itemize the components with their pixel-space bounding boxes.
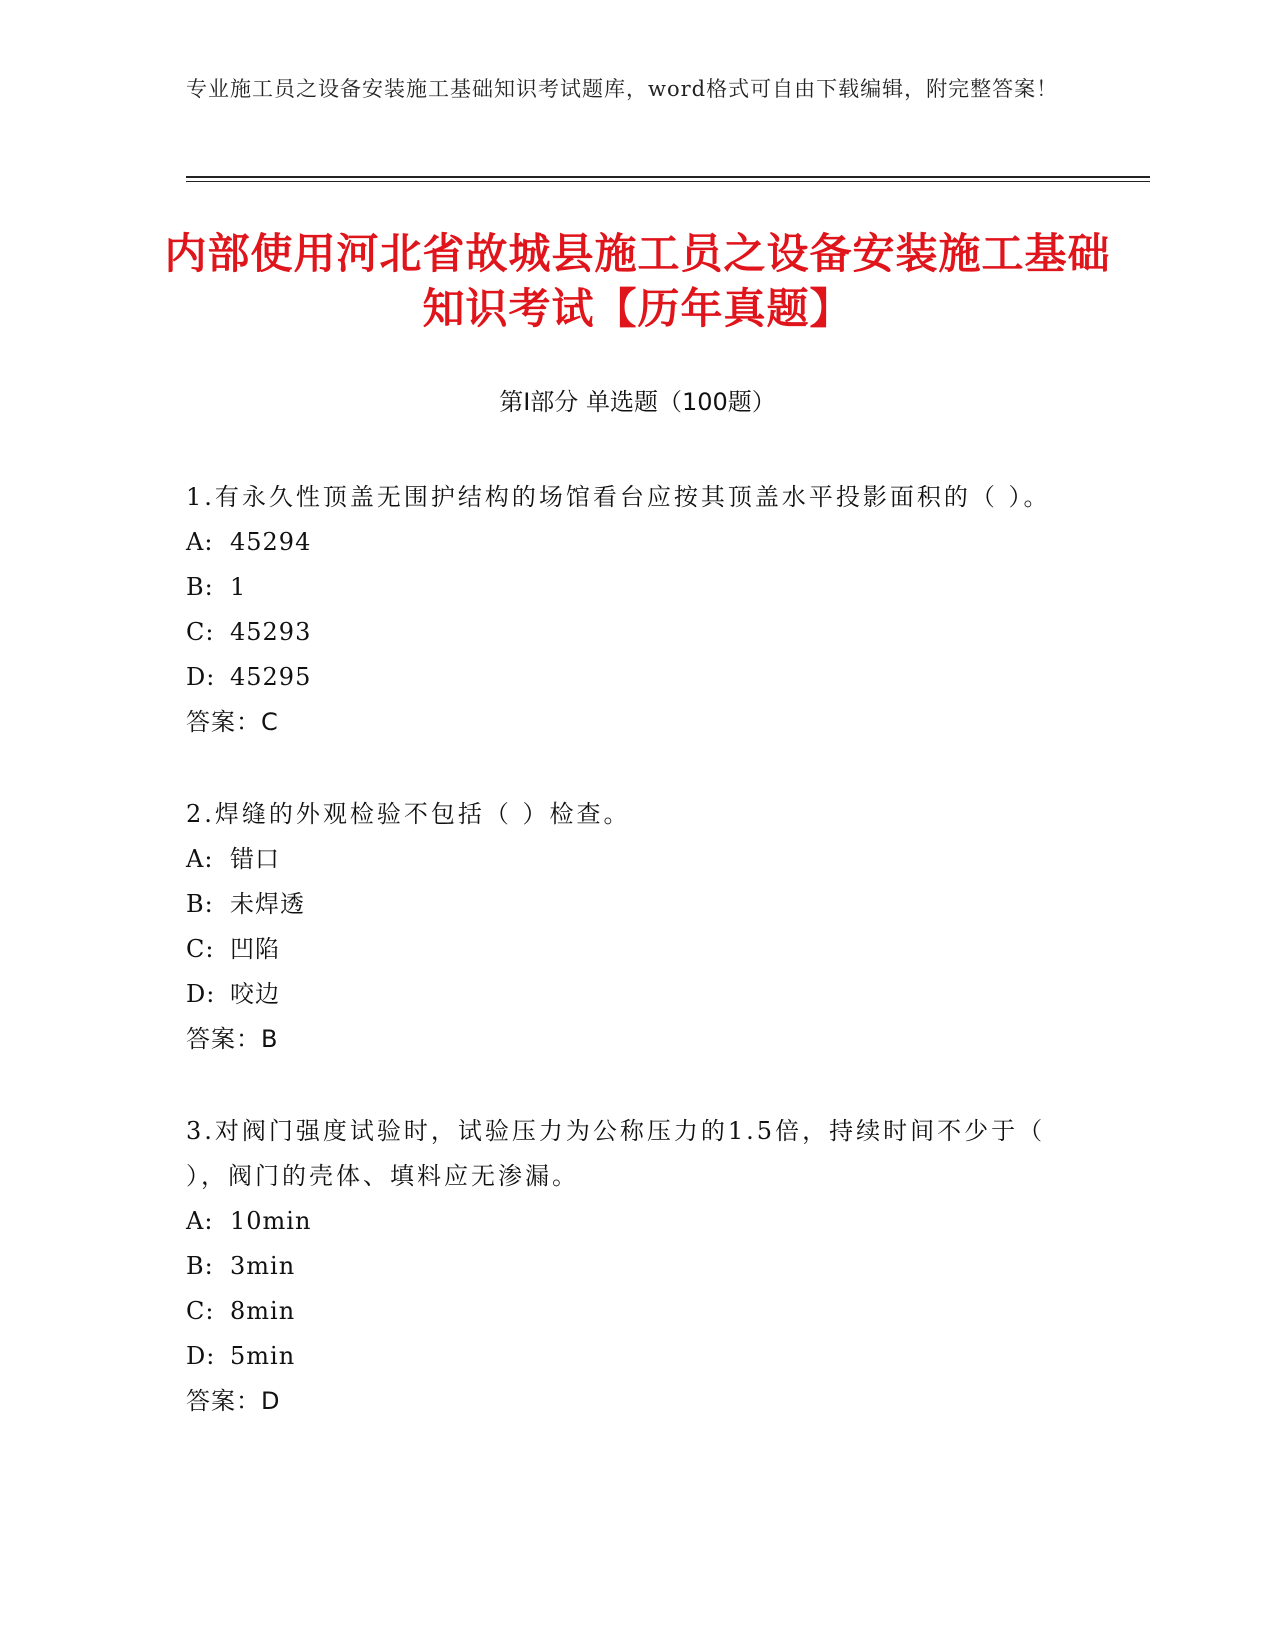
question-stem: 1.有永久性顶盖无围护结构的场馆看台应按其顶盖水平投影面积的（ ）。 (186, 483, 1051, 511)
option-b (186, 882, 1066, 927)
option-text: 未焊透 (230, 890, 305, 918)
document-title: 内部使用河北省故城县施工员之设备安装施工基础知识考试【历年真题】 (164, 229, 1111, 333)
option-key: A: (186, 528, 214, 556)
option-key: D: (186, 663, 216, 691)
option-c (186, 1289, 1066, 1334)
option-text: 5min (230, 1342, 296, 1370)
option-key: C: (186, 935, 215, 963)
question-2 (186, 792, 1066, 1062)
question-stem: 3.对阀门强度试验时，试验压力为公称压力的1.5倍，持续时间不少于（ ），阀门的壳体、填料应无渗漏。 (186, 1117, 1046, 1190)
answer-line: 答案：D (186, 1387, 281, 1415)
option-text: 45295 (230, 663, 312, 691)
option-key: C: (186, 1297, 215, 1325)
option-text: 3min (230, 1252, 296, 1280)
option-a (186, 837, 1066, 882)
option-text: 咬边 (230, 980, 280, 1008)
option-text: 45294 (230, 528, 312, 556)
option-text: 错口 (230, 845, 280, 873)
header-divider-thin (186, 181, 1150, 182)
question-1 (186, 475, 1066, 745)
option-c (186, 610, 1066, 655)
option-text: 8min (230, 1297, 296, 1325)
question-3 (186, 1109, 1066, 1424)
section-title: 第Ⅰ部分 单选题（100题） (499, 388, 776, 416)
option-key: C: (186, 618, 215, 646)
header-divider-thick (186, 176, 1150, 178)
option-text: 凹陷 (230, 935, 280, 963)
option-key: A: (186, 1207, 214, 1235)
question-stem: 2.焊缝的外观检验不包括（ ）检查。 (186, 800, 631, 828)
answer-line: 答案：B (186, 1025, 279, 1053)
answer-line: 答案：C (186, 708, 279, 736)
option-key: B: (186, 573, 214, 601)
option-key: B: (186, 1252, 214, 1280)
option-d (186, 1334, 1066, 1379)
option-text: 45293 (230, 618, 312, 646)
option-text: 10min (230, 1207, 312, 1235)
option-b (186, 1244, 1066, 1289)
option-a (186, 1199, 1066, 1244)
option-text: 1 (230, 573, 247, 601)
option-key: D: (186, 980, 216, 1008)
option-key: A: (186, 845, 214, 873)
option-b (186, 565, 1066, 610)
option-d (186, 972, 1066, 1017)
option-c (186, 927, 1066, 972)
question-list (186, 475, 1066, 1471)
option-key: D: (186, 1342, 216, 1370)
option-key: B: (186, 890, 214, 918)
option-d (186, 655, 1066, 700)
header-note: 专业施工员之设备安装施工基础知识考试题库，word格式可自由下载编辑，附完整答案！ (186, 77, 1059, 101)
option-a (186, 520, 1066, 565)
